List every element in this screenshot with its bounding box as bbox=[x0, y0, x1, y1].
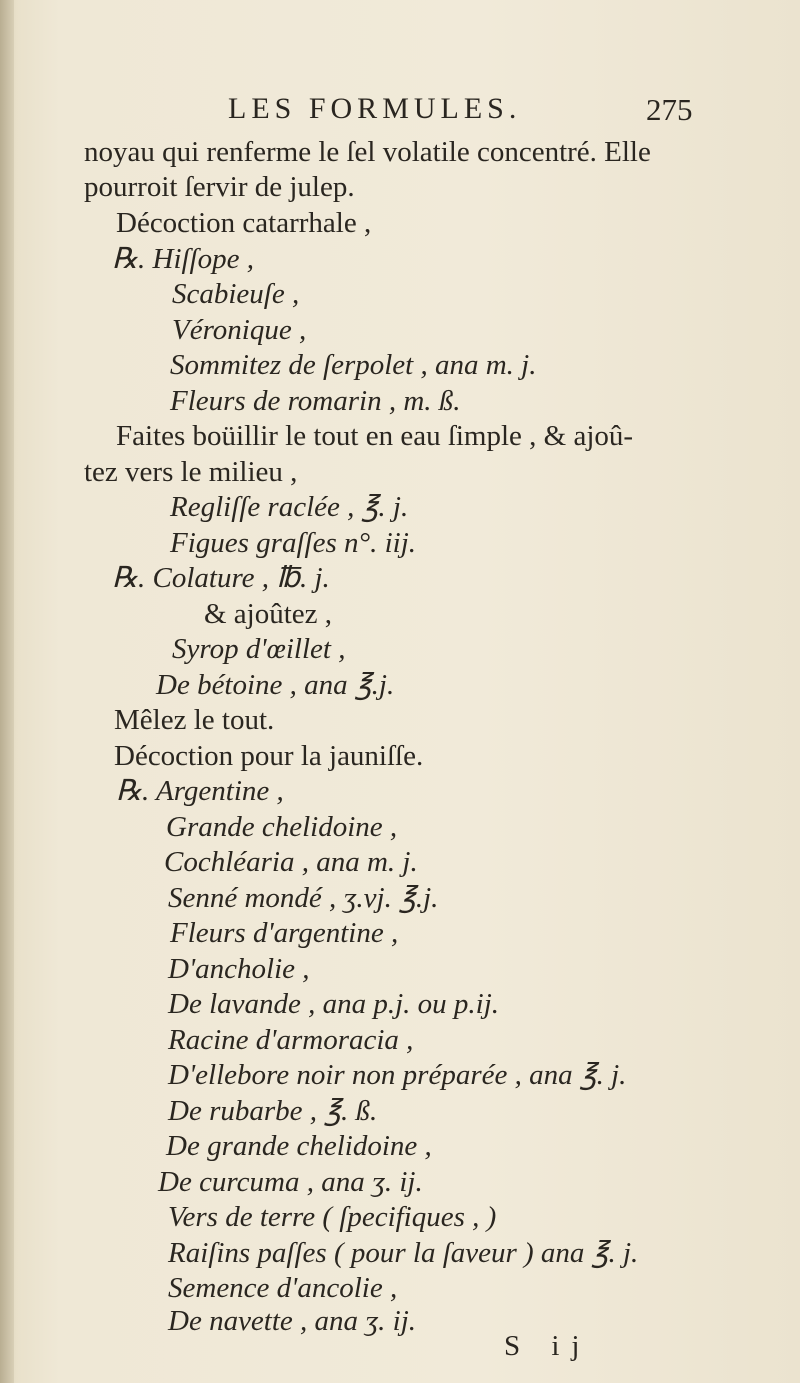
text-line: Décoction catarrhale , bbox=[116, 207, 372, 239]
text-line: Racine d'armoracia , bbox=[168, 1024, 414, 1056]
text-line: ℞. Colature , ℔. j. bbox=[112, 562, 330, 594]
text-line: Grande chelidoine , bbox=[166, 811, 398, 843]
text-line: ℞. Argentine , bbox=[116, 775, 284, 807]
text-line: ℞. Hiſſope , bbox=[112, 243, 254, 275]
text-line: De curcuma , ana ʒ. ij. bbox=[158, 1166, 423, 1198]
running-head: LES FORMULES. bbox=[228, 92, 522, 125]
text-line: noyau qui renferme le ſel volatile concentré. Elle bbox=[84, 136, 651, 168]
text-line: Regliſſe raclée , ℥. j. bbox=[170, 491, 409, 523]
text-line: Fleurs de romarin , m. ß. bbox=[170, 385, 461, 417]
text-line: Faites boüillir le tout en eau ſimple , & ajoû- bbox=[116, 420, 634, 452]
text-line: Raiſins paſſes ( pour la ſaveur ) ana ℥. j. bbox=[168, 1237, 639, 1269]
text-line: Syrop d'œillet , bbox=[172, 633, 346, 665]
signature-mark: S ij bbox=[504, 1330, 592, 1362]
text-line: De navette , ana ʒ. ij. bbox=[168, 1305, 417, 1337]
text-line: Décoction pour la jauniſſe. bbox=[114, 740, 424, 772]
text-line: Cochléaria , ana m. j. bbox=[164, 846, 418, 878]
page-gutter bbox=[0, 0, 14, 1383]
text-line: tez vers le milieu , bbox=[84, 456, 298, 488]
text-line: pourroit ſervir de julep. bbox=[84, 171, 355, 203]
text-line: Semence d'ancolie , bbox=[168, 1272, 398, 1304]
page-header bbox=[0, 92, 800, 132]
text-line: De rubarbe , ℥. ß. bbox=[168, 1095, 378, 1127]
text-line: Sommitez de ſerpolet , ana m. j. bbox=[170, 349, 537, 381]
text-line: Scabieuſe , bbox=[172, 278, 300, 310]
text-line: D'ellebore noir non préparée , ana ℥. j. bbox=[168, 1059, 627, 1091]
text-line: & ajoûtez , bbox=[204, 598, 333, 630]
text-line: Senné mondé , ʒ.vj. ℥.j. bbox=[168, 882, 439, 914]
text-line: Figues graſſes n°. iij. bbox=[170, 527, 417, 559]
text-line: De bétoine , ana ℥.j. bbox=[156, 669, 395, 701]
text-line: De lavande , ana p.j. ou p.ij. bbox=[168, 988, 500, 1020]
text-line: Fleurs d'argentine , bbox=[170, 917, 399, 949]
text-line: De grande chelidoine , bbox=[166, 1130, 432, 1162]
text-line: Vers de terre ( ſpecifiques , ) bbox=[168, 1201, 497, 1233]
text-line: Mêlez le tout. bbox=[114, 704, 275, 736]
text-line: Véronique , bbox=[172, 314, 307, 346]
page-number: 275 bbox=[646, 92, 693, 127]
text-line: D'ancholie , bbox=[168, 953, 310, 985]
